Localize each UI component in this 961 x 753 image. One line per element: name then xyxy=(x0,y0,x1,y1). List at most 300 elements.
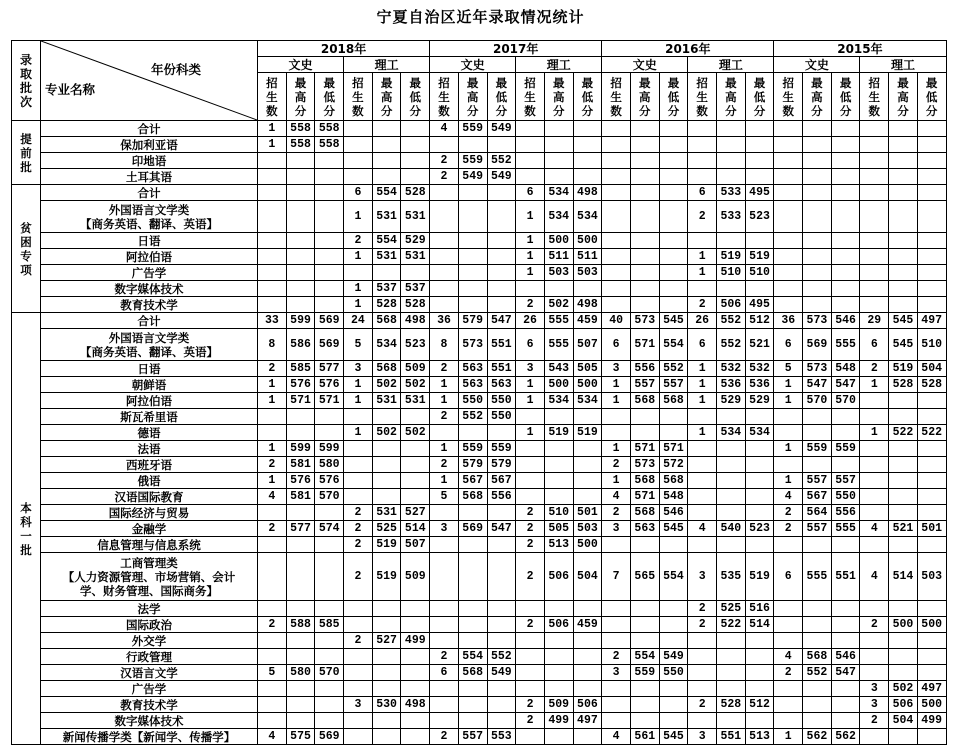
enrollment-count xyxy=(860,601,889,617)
min-score xyxy=(745,489,774,505)
min-score: 504 xyxy=(917,361,946,377)
subcolumn-header xyxy=(487,73,516,121)
max-score xyxy=(372,169,401,185)
enrollment-count xyxy=(258,409,287,425)
max-score: 502 xyxy=(372,425,401,441)
major-name: 教育技术学 xyxy=(41,697,258,713)
subcolumn-header-char: 数 xyxy=(610,103,622,118)
min-score xyxy=(831,601,860,617)
subcolumn-header xyxy=(831,73,860,121)
max-score xyxy=(372,489,401,505)
max-score: 510 xyxy=(544,505,573,521)
subcolumn-header xyxy=(860,73,889,121)
enrollment-count xyxy=(516,633,545,649)
enrollment-count: 1 xyxy=(602,473,631,489)
min-score xyxy=(659,265,688,281)
enrollment-count xyxy=(602,617,631,633)
enrollment-count: 1 xyxy=(688,377,717,393)
max-score xyxy=(630,265,659,281)
max-score xyxy=(717,233,746,249)
max-score: 563 xyxy=(458,361,487,377)
subcolumn-header-char: 高 xyxy=(466,89,479,104)
max-score: 535 xyxy=(717,553,746,601)
subcolumn-header-char: 招 xyxy=(696,75,708,90)
max-score: 543 xyxy=(544,361,573,377)
enrollment-count xyxy=(344,409,373,425)
min-score xyxy=(917,409,946,425)
min-score: 549 xyxy=(487,665,516,681)
enrollment-count: 2 xyxy=(344,553,373,601)
enrollment-count xyxy=(774,633,803,649)
enrollment-count xyxy=(602,265,631,281)
min-score: 576 xyxy=(315,377,344,393)
min-score xyxy=(831,409,860,425)
enrollment-count xyxy=(430,201,459,233)
enrollment-count xyxy=(344,169,373,185)
enrollment-count xyxy=(688,441,717,457)
enrollment-count: 1 xyxy=(516,233,545,249)
max-score xyxy=(286,169,315,185)
enrollment-count xyxy=(860,153,889,169)
min-score xyxy=(573,665,602,681)
table-row xyxy=(12,553,947,601)
max-score xyxy=(717,153,746,169)
max-score xyxy=(286,553,315,601)
enrollment-count xyxy=(516,681,545,697)
max-score xyxy=(372,265,401,281)
min-score: 521 xyxy=(745,329,774,361)
max-score xyxy=(458,633,487,649)
min-score: 498 xyxy=(573,297,602,313)
min-score xyxy=(917,169,946,185)
min-score xyxy=(401,121,430,137)
min-score: 554 xyxy=(659,329,688,361)
enrollment-count xyxy=(344,265,373,281)
min-score xyxy=(315,633,344,649)
max-score xyxy=(458,233,487,249)
max-score xyxy=(458,425,487,441)
max-score xyxy=(286,681,315,697)
max-score: 552 xyxy=(717,329,746,361)
enrollment-count xyxy=(774,281,803,297)
min-score: 514 xyxy=(745,617,774,633)
max-score xyxy=(286,713,315,729)
enrollment-count: 36 xyxy=(774,313,803,329)
max-score: 559 xyxy=(458,121,487,137)
min-score: 546 xyxy=(659,505,688,521)
enrollment-count: 4 xyxy=(860,553,889,601)
major-name: 斯瓦希里语 xyxy=(41,409,258,425)
max-score xyxy=(372,441,401,457)
major-name: 工商管理类 【人力资源管理、市场营销、会计 学、财务管理、国际商务】 xyxy=(41,553,258,601)
min-score xyxy=(745,537,774,553)
admission-stats-table xyxy=(11,40,947,745)
enrollment-count: 2 xyxy=(258,361,287,377)
enrollment-count: 2 xyxy=(602,649,631,665)
subcolumn-header-char: 分 xyxy=(639,103,651,118)
subcolumn-header-char: 最 xyxy=(552,75,565,90)
max-score: 510 xyxy=(717,265,746,281)
subcolumn-header-char: 最 xyxy=(495,75,508,90)
enrollment-count xyxy=(258,713,287,729)
table-row xyxy=(12,377,947,393)
max-score xyxy=(286,537,315,553)
enrollment-count xyxy=(258,169,287,185)
enrollment-count xyxy=(258,185,287,201)
enrollment-count xyxy=(344,473,373,489)
max-score xyxy=(889,505,918,521)
max-score: 500 xyxy=(889,617,918,633)
enrollment-count xyxy=(774,137,803,153)
min-score xyxy=(831,457,860,473)
max-score xyxy=(889,649,918,665)
subcolumn-header xyxy=(516,73,545,121)
enrollment-count: 1 xyxy=(516,377,545,393)
max-score: 511 xyxy=(544,249,573,265)
min-score: 503 xyxy=(573,265,602,281)
min-score xyxy=(659,185,688,201)
enrollment-count xyxy=(258,649,287,665)
enrollment-count xyxy=(258,201,287,233)
min-score xyxy=(831,697,860,713)
enrollment-count xyxy=(688,473,717,489)
max-score: 540 xyxy=(717,521,746,537)
max-score xyxy=(458,697,487,713)
enrollment-count: 26 xyxy=(688,313,717,329)
subcolumn-header-char: 低 xyxy=(323,89,335,104)
subcolumn-header-char: 最 xyxy=(466,75,479,90)
max-score: 571 xyxy=(630,329,659,361)
min-score xyxy=(659,617,688,633)
enrollment-count: 2 xyxy=(430,169,459,185)
subcolumn-header-char: 低 xyxy=(581,89,594,104)
min-score xyxy=(917,665,946,681)
min-score xyxy=(487,201,516,233)
min-score xyxy=(315,265,344,281)
min-score: 531 xyxy=(401,249,430,265)
enrollment-count: 6 xyxy=(774,329,803,361)
max-score: 559 xyxy=(803,441,832,457)
enrollment-count: 1 xyxy=(860,377,889,393)
subcolumn-header xyxy=(372,73,401,121)
max-score xyxy=(372,473,401,489)
subcolumn-header-char: 高 xyxy=(897,89,909,104)
enrollment-count: 4 xyxy=(860,521,889,537)
enrollment-count: 6 xyxy=(602,329,631,361)
table-row xyxy=(12,713,947,729)
max-score xyxy=(458,537,487,553)
enrollment-count xyxy=(258,553,287,601)
max-score: 557 xyxy=(458,729,487,745)
max-score xyxy=(803,457,832,473)
subcolumn-header xyxy=(774,73,803,121)
max-score xyxy=(889,233,918,249)
max-score: 506 xyxy=(544,617,573,633)
max-score xyxy=(286,185,315,201)
max-score: 504 xyxy=(889,713,918,729)
enrollment-count xyxy=(344,649,373,665)
enrollment-count xyxy=(430,297,459,313)
max-score xyxy=(803,265,832,281)
min-score xyxy=(831,169,860,185)
max-score xyxy=(286,297,315,313)
enrollment-count: 1 xyxy=(430,377,459,393)
max-score xyxy=(372,681,401,697)
max-score xyxy=(803,121,832,137)
min-score: 552 xyxy=(487,649,516,665)
enrollment-count: 6 xyxy=(860,329,889,361)
major-name: 行政管理 xyxy=(41,649,258,665)
max-score xyxy=(630,681,659,697)
subcolumn-header-char: 生 xyxy=(352,89,364,104)
enrollment-count xyxy=(516,665,545,681)
enrollment-count: 4 xyxy=(430,121,459,137)
min-score xyxy=(315,185,344,201)
subcolumn-header-char: 招 xyxy=(352,75,364,90)
enrollment-count xyxy=(860,233,889,249)
max-score xyxy=(803,281,832,297)
batch-header-char: 次 xyxy=(19,94,32,109)
batch-label-char: 贫 xyxy=(20,220,32,235)
subcolumn-header-char: 数 xyxy=(696,103,708,118)
min-score xyxy=(659,121,688,137)
enrollment-count: 5 xyxy=(344,329,373,361)
min-score: 503 xyxy=(917,553,946,601)
max-score: 514 xyxy=(889,553,918,601)
max-score: 547 xyxy=(803,377,832,393)
enrollment-count xyxy=(430,713,459,729)
min-score: 531 xyxy=(401,393,430,409)
enrollment-count: 3 xyxy=(688,553,717,601)
max-score xyxy=(803,297,832,313)
max-score xyxy=(803,713,832,729)
subcolumn-header-char: 分 xyxy=(925,103,938,118)
max-score xyxy=(717,441,746,457)
min-score: 519 xyxy=(745,249,774,265)
subcolumn-header xyxy=(344,73,373,121)
max-score: 528 xyxy=(717,697,746,713)
enrollment-count: 40 xyxy=(602,313,631,329)
max-score: 528 xyxy=(372,297,401,313)
min-score xyxy=(917,393,946,409)
table-row xyxy=(12,521,947,537)
enrollment-count xyxy=(774,249,803,265)
min-score xyxy=(831,153,860,169)
min-score: 546 xyxy=(831,313,860,329)
min-score xyxy=(745,505,774,521)
min-score xyxy=(487,553,516,601)
min-score xyxy=(487,425,516,441)
subcolumn-header-char: 低 xyxy=(495,89,508,104)
min-score: 528 xyxy=(401,185,430,201)
min-score: 502 xyxy=(401,425,430,441)
subcolumn-header-char: 分 xyxy=(380,103,393,118)
min-score xyxy=(315,409,344,425)
enrollment-count: 2 xyxy=(774,665,803,681)
max-score: 522 xyxy=(717,617,746,633)
max-score: 573 xyxy=(803,313,832,329)
enrollment-count xyxy=(258,249,287,265)
enrollment-count: 1 xyxy=(688,249,717,265)
max-score: 533 xyxy=(717,185,746,201)
enrollment-count: 2 xyxy=(430,409,459,425)
subcolumn-header-char: 生 xyxy=(868,89,881,104)
year-header: 2015年 xyxy=(774,41,946,57)
enrollment-count xyxy=(602,249,631,265)
min-score xyxy=(487,249,516,265)
min-score xyxy=(917,729,946,745)
enrollment-count xyxy=(860,489,889,505)
min-score: 499 xyxy=(401,633,430,649)
max-score xyxy=(889,473,918,489)
min-score xyxy=(659,425,688,441)
enrollment-count xyxy=(602,153,631,169)
enrollment-count xyxy=(688,233,717,249)
category-header: 理工 xyxy=(860,57,946,73)
min-score: 545 xyxy=(659,313,688,329)
max-score xyxy=(630,249,659,265)
table-row xyxy=(12,729,947,745)
min-score xyxy=(573,729,602,745)
enrollment-count: 1 xyxy=(344,297,373,313)
min-score xyxy=(487,137,516,153)
max-score xyxy=(803,633,832,649)
min-score xyxy=(659,297,688,313)
min-score xyxy=(573,409,602,425)
table-row xyxy=(12,537,947,553)
max-score xyxy=(717,473,746,489)
max-score xyxy=(630,153,659,169)
subcolumn-header-char: 最 xyxy=(639,75,651,90)
min-score: 519 xyxy=(745,553,774,601)
min-score: 497 xyxy=(917,313,946,329)
min-score: 547 xyxy=(487,313,516,329)
max-score xyxy=(889,665,918,681)
min-score xyxy=(573,281,602,297)
subcolumn-header-char: 数 xyxy=(782,103,794,118)
category-header: 文史 xyxy=(430,57,516,73)
max-score: 599 xyxy=(286,441,315,457)
subcolumn-header-char: 最 xyxy=(811,75,823,90)
enrollment-count xyxy=(258,601,287,617)
max-score: 576 xyxy=(286,377,315,393)
batch-label-char: 批 xyxy=(20,159,32,174)
year-header: 2016年 xyxy=(602,41,774,57)
min-score: 579 xyxy=(487,457,516,473)
enrollment-count xyxy=(602,201,631,233)
enrollment-count xyxy=(602,713,631,729)
enrollment-count xyxy=(516,281,545,297)
major-name: 阿拉伯语 xyxy=(41,249,258,265)
max-score: 561 xyxy=(630,729,659,745)
subcolumn-header xyxy=(458,73,487,121)
max-score: 588 xyxy=(286,617,315,633)
enrollment-count: 3 xyxy=(860,681,889,697)
max-score: 502 xyxy=(544,297,573,313)
min-score: 547 xyxy=(831,665,860,681)
max-score: 499 xyxy=(544,713,573,729)
max-score: 534 xyxy=(544,393,573,409)
enrollment-count xyxy=(516,489,545,505)
min-score: 549 xyxy=(487,121,516,137)
max-score xyxy=(630,169,659,185)
max-score: 576 xyxy=(286,473,315,489)
min-score: 599 xyxy=(315,441,344,457)
min-score xyxy=(487,713,516,729)
table-row xyxy=(12,409,947,425)
min-score xyxy=(659,681,688,697)
min-score xyxy=(401,729,430,745)
max-score xyxy=(458,617,487,633)
subcolumn-header-char: 低 xyxy=(753,89,766,104)
enrollment-count xyxy=(430,249,459,265)
max-score xyxy=(286,601,315,617)
min-score xyxy=(573,137,602,153)
enrollment-count xyxy=(258,153,287,169)
min-score: 551 xyxy=(487,361,516,377)
batch-label-char: 困 xyxy=(20,234,32,249)
table-row xyxy=(12,473,947,489)
major-name: 朝鲜语 xyxy=(41,377,258,393)
min-score: 510 xyxy=(917,329,946,361)
max-score: 554 xyxy=(630,649,659,665)
enrollment-count: 1 xyxy=(602,441,631,457)
min-score: 555 xyxy=(831,329,860,361)
min-score xyxy=(917,473,946,489)
min-score: 550 xyxy=(831,489,860,505)
min-score xyxy=(917,265,946,281)
enrollment-count xyxy=(774,425,803,441)
subcolumn-header-char: 高 xyxy=(639,89,651,104)
max-score xyxy=(803,697,832,713)
enrollment-count xyxy=(774,265,803,281)
min-score xyxy=(831,249,860,265)
max-score: 573 xyxy=(803,361,832,377)
table-row xyxy=(12,249,947,265)
table-row xyxy=(12,281,947,297)
max-score xyxy=(889,441,918,457)
max-score: 555 xyxy=(544,329,573,361)
max-score xyxy=(630,201,659,233)
min-score xyxy=(831,201,860,233)
min-score xyxy=(831,281,860,297)
min-score xyxy=(315,281,344,297)
min-score xyxy=(745,649,774,665)
max-score xyxy=(286,201,315,233)
max-score xyxy=(458,281,487,297)
min-score xyxy=(659,713,688,729)
enrollment-count xyxy=(430,425,459,441)
min-score xyxy=(487,681,516,697)
min-score: 498 xyxy=(573,185,602,201)
subcolumn-header-char: 分 xyxy=(495,103,508,118)
enrollment-count xyxy=(860,185,889,201)
subcolumn-header-char: 招 xyxy=(610,75,622,90)
enrollment-count xyxy=(602,697,631,713)
max-score: 581 xyxy=(286,489,315,505)
subcolumn-header xyxy=(889,73,918,121)
max-score: 568 xyxy=(630,473,659,489)
min-score xyxy=(487,233,516,249)
max-score xyxy=(458,553,487,601)
min-score: 554 xyxy=(659,553,688,601)
max-score: 579 xyxy=(458,313,487,329)
min-score: 563 xyxy=(487,377,516,393)
min-score xyxy=(831,233,860,249)
max-score xyxy=(458,201,487,233)
min-score: 512 xyxy=(745,697,774,713)
enrollment-count xyxy=(688,505,717,521)
